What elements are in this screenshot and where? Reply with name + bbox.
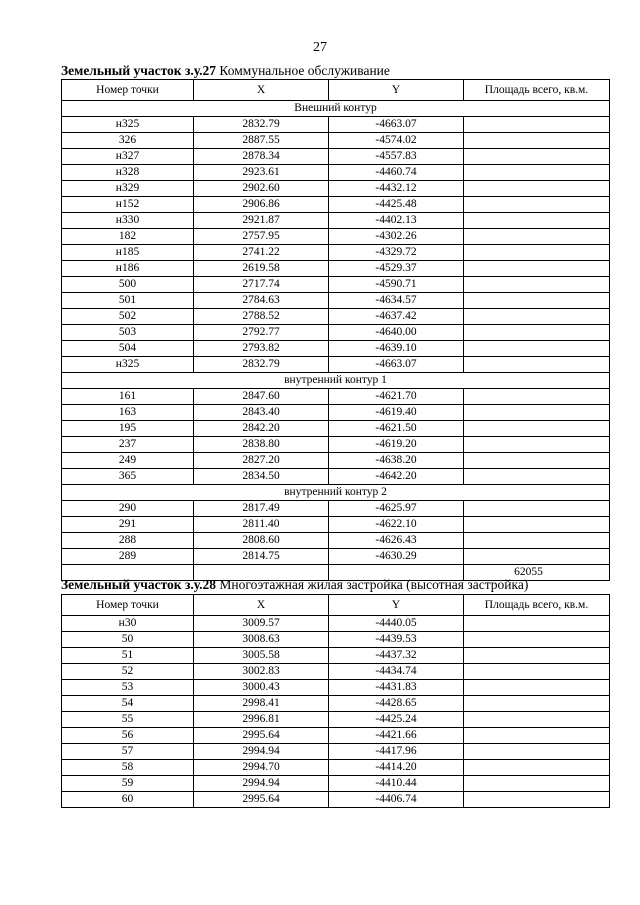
- y-coordinate-cell: -4663.07: [329, 357, 464, 373]
- y-coordinate-cell: -4619.20: [329, 437, 464, 453]
- header-point-number: Номер точки: [62, 80, 194, 101]
- table-row: [62, 760, 610, 776]
- y-coordinate-cell: -4574.02: [329, 133, 464, 149]
- parcel-28-table: [61, 594, 610, 808]
- table-row: [62, 149, 610, 165]
- area-cell: [464, 261, 610, 277]
- point-number-cell: н152: [62, 197, 194, 213]
- point-number-cell: н329: [62, 181, 194, 197]
- table-row: [62, 648, 610, 664]
- area-cell: [464, 760, 610, 776]
- x-coordinate-cell: 3000.43: [194, 680, 329, 696]
- y-coordinate-cell: -4434.74: [329, 664, 464, 680]
- y-coordinate-cell: -4432.12: [329, 181, 464, 197]
- point-number-cell: 504: [62, 341, 194, 357]
- y-coordinate-cell: -4638.20: [329, 453, 464, 469]
- area-cell: [464, 632, 610, 648]
- table-row: [62, 632, 610, 648]
- x-coordinate-cell: 2619.58: [194, 261, 329, 277]
- header-area: Площадь всего, кв.м.: [464, 595, 610, 616]
- y-coordinate-cell: -4590.71: [329, 277, 464, 293]
- point-number-cell: 161: [62, 389, 194, 405]
- table-row: [62, 309, 610, 325]
- area-cell: [464, 501, 610, 517]
- parcel-28-title-bold: Земельный участок з.у.28: [61, 577, 217, 592]
- table-row: [62, 133, 610, 149]
- header-y: Y: [329, 80, 464, 101]
- x-coordinate-cell: 2811.40: [194, 517, 329, 533]
- point-number-cell: 51: [62, 648, 194, 664]
- area-cell: [464, 341, 610, 357]
- x-coordinate-cell: 2832.79: [194, 117, 329, 133]
- point-number-cell: 290: [62, 501, 194, 517]
- table-row: [62, 728, 610, 744]
- parcel-27-title: [61, 63, 390, 79]
- table-row: [62, 549, 610, 565]
- area-cell: [464, 197, 610, 213]
- area-cell: [464, 453, 610, 469]
- contour-label: внутренний контур 2: [62, 485, 610, 501]
- point-number-cell: 503: [62, 325, 194, 341]
- header-area: Площадь всего, кв.м.: [464, 80, 610, 101]
- area-cell: [464, 309, 610, 325]
- contour-row: [62, 373, 610, 389]
- area-cell: [464, 696, 610, 712]
- y-coordinate-cell: -4402.13: [329, 213, 464, 229]
- x-coordinate-cell: 2832.79: [194, 357, 329, 373]
- table-row: [62, 680, 610, 696]
- x-coordinate-cell: 2878.34: [194, 149, 329, 165]
- x-coordinate-cell: 3005.58: [194, 648, 329, 664]
- y-coordinate-cell: -4417.96: [329, 744, 464, 760]
- table-row: [62, 744, 610, 760]
- table-row: [62, 389, 610, 405]
- point-number-cell: 57: [62, 744, 194, 760]
- point-number-cell: н186: [62, 261, 194, 277]
- point-number-cell: н325: [62, 357, 194, 373]
- x-coordinate-cell: 2843.40: [194, 405, 329, 421]
- point-number-cell: 56: [62, 728, 194, 744]
- y-coordinate-cell: -4621.50: [329, 421, 464, 437]
- table-row: [62, 325, 610, 341]
- x-coordinate-cell: 3009.57: [194, 616, 329, 632]
- x-coordinate-cell: 2834.50: [194, 469, 329, 485]
- table-row: [62, 792, 610, 808]
- area-cell: [464, 293, 610, 309]
- table-row: [62, 197, 610, 213]
- point-number-cell: 54: [62, 696, 194, 712]
- y-coordinate-cell: -4440.05: [329, 616, 464, 632]
- point-number-cell: 502: [62, 309, 194, 325]
- table-row: [62, 696, 610, 712]
- x-coordinate-cell: 2741.22: [194, 245, 329, 261]
- point-number-cell: 60: [62, 792, 194, 808]
- x-coordinate-cell: 2847.60: [194, 389, 329, 405]
- point-number-cell: 52: [62, 664, 194, 680]
- point-number-cell: 195: [62, 421, 194, 437]
- point-number-cell: 163: [62, 405, 194, 421]
- x-coordinate-cell: 2814.75: [194, 549, 329, 565]
- y-coordinate-cell: -4529.37: [329, 261, 464, 277]
- point-number-cell: 289: [62, 549, 194, 565]
- x-coordinate-cell: 2998.41: [194, 696, 329, 712]
- table-row: [62, 776, 610, 792]
- table-row: [62, 453, 610, 469]
- y-coordinate-cell: -4630.29: [329, 549, 464, 565]
- y-coordinate-cell: -4640.00: [329, 325, 464, 341]
- x-coordinate-cell: 2808.60: [194, 533, 329, 549]
- point-number-cell: 182: [62, 229, 194, 245]
- table-row: [62, 293, 610, 309]
- area-cell: [464, 728, 610, 744]
- x-coordinate-cell: 2842.20: [194, 421, 329, 437]
- table-row: [62, 229, 610, 245]
- y-coordinate-cell: -4406.74: [329, 792, 464, 808]
- total-area-value: 62055: [464, 565, 610, 581]
- point-number-cell: 50: [62, 632, 194, 648]
- table-row: [62, 357, 610, 373]
- y-coordinate-cell: -4302.26: [329, 229, 464, 245]
- y-coordinate-cell: -4460.74: [329, 165, 464, 181]
- x-coordinate-cell: 3002.83: [194, 664, 329, 680]
- area-cell: [464, 165, 610, 181]
- point-number-cell: 53: [62, 680, 194, 696]
- point-number-cell: 326: [62, 133, 194, 149]
- point-number-cell: 55: [62, 712, 194, 728]
- area-cell: [464, 405, 610, 421]
- point-number-cell: 365: [62, 469, 194, 485]
- table-row: [62, 277, 610, 293]
- y-coordinate-cell: -4428.65: [329, 696, 464, 712]
- x-coordinate-cell: 2817.49: [194, 501, 329, 517]
- area-cell: [464, 744, 610, 760]
- y-coordinate-cell: -4663.07: [329, 117, 464, 133]
- y-coordinate-cell: -4642.20: [329, 469, 464, 485]
- y-coordinate-cell: -4425.24: [329, 712, 464, 728]
- table-row: [62, 261, 610, 277]
- x-coordinate-cell: 2921.87: [194, 213, 329, 229]
- area-cell: [464, 776, 610, 792]
- y-coordinate-cell: -4421.66: [329, 728, 464, 744]
- y-coordinate-cell: -4625.97: [329, 501, 464, 517]
- parcel-27-title-bold: Земельный участок з.у.27: [61, 63, 217, 78]
- x-coordinate-cell: 2784.63: [194, 293, 329, 309]
- point-number-cell: 59: [62, 776, 194, 792]
- header-y: Y: [329, 595, 464, 616]
- y-coordinate-cell: -4425.48: [329, 197, 464, 213]
- table-row: [62, 165, 610, 181]
- y-coordinate-cell: -4637.42: [329, 309, 464, 325]
- point-number-cell: 237: [62, 437, 194, 453]
- parcel-28-title-rest: Многоэтажная жилая застройка (высотная застройка): [216, 577, 529, 592]
- x-coordinate-cell: 2994.94: [194, 776, 329, 792]
- point-number-cell: н328: [62, 165, 194, 181]
- point-number-cell: 501: [62, 293, 194, 309]
- area-cell: [464, 648, 610, 664]
- table-row: [62, 469, 610, 485]
- y-coordinate-cell: -4621.70: [329, 389, 464, 405]
- point-number-cell: 249: [62, 453, 194, 469]
- y-coordinate-cell: -4557.83: [329, 149, 464, 165]
- y-coordinate-cell: -4414.20: [329, 760, 464, 776]
- point-number-cell: н327: [62, 149, 194, 165]
- area-cell: [464, 792, 610, 808]
- parcel-28-header-row: [62, 595, 610, 616]
- x-coordinate-cell: 2902.60: [194, 181, 329, 197]
- header-point-number: Номер точки: [62, 595, 194, 616]
- x-coordinate-cell: 2717.74: [194, 277, 329, 293]
- x-coordinate-cell: 2788.52: [194, 309, 329, 325]
- area-cell: [464, 421, 610, 437]
- table-row: [62, 213, 610, 229]
- point-number-cell: н30: [62, 616, 194, 632]
- y-coordinate-cell: -4410.44: [329, 776, 464, 792]
- y-coordinate-cell: -4634.57: [329, 293, 464, 309]
- x-coordinate-cell: 2792.77: [194, 325, 329, 341]
- table-row: [62, 117, 610, 133]
- contour-label: Внешний контур: [62, 101, 610, 117]
- area-cell: [464, 245, 610, 261]
- contour-row: [62, 101, 610, 117]
- point-number-cell: н185: [62, 245, 194, 261]
- x-coordinate-cell: 2994.70: [194, 760, 329, 776]
- y-coordinate-cell: -4439.53: [329, 632, 464, 648]
- area-cell: [464, 133, 610, 149]
- x-coordinate-cell: 2793.82: [194, 341, 329, 357]
- area-cell: [464, 229, 610, 245]
- x-coordinate-cell: 2887.55: [194, 133, 329, 149]
- x-coordinate-cell: 3008.63: [194, 632, 329, 648]
- header-x: X: [194, 595, 329, 616]
- x-coordinate-cell: 2995.64: [194, 792, 329, 808]
- point-number-cell: 288: [62, 533, 194, 549]
- y-coordinate-cell: -4639.10: [329, 341, 464, 357]
- y-coordinate-cell: -4626.43: [329, 533, 464, 549]
- area-cell: [464, 357, 610, 373]
- table-row: [62, 517, 610, 533]
- y-coordinate-cell: -4619.40: [329, 405, 464, 421]
- point-number-cell: н330: [62, 213, 194, 229]
- area-cell: [464, 533, 610, 549]
- area-cell: [464, 712, 610, 728]
- area-cell: [464, 517, 610, 533]
- table-row: [62, 437, 610, 453]
- x-coordinate-cell: 2838.80: [194, 437, 329, 453]
- table-row: [62, 616, 610, 632]
- contour-row: [62, 485, 610, 501]
- contour-label: внутренний контур 1: [62, 373, 610, 389]
- table-row: [62, 533, 610, 549]
- area-cell: [464, 437, 610, 453]
- x-coordinate-cell: 2827.20: [194, 453, 329, 469]
- parcel-28-title: [61, 577, 528, 593]
- y-coordinate-cell: -4622.10: [329, 517, 464, 533]
- area-cell: [464, 664, 610, 680]
- parcel-27-title-rest: Коммунальное обслуживание: [216, 63, 390, 78]
- point-number-cell: 58: [62, 760, 194, 776]
- area-cell: [464, 117, 610, 133]
- area-cell: [464, 549, 610, 565]
- area-cell: [464, 213, 610, 229]
- point-number-cell: н325: [62, 117, 194, 133]
- table-row: [62, 712, 610, 728]
- area-cell: [464, 325, 610, 341]
- table-row: [62, 181, 610, 197]
- x-coordinate-cell: 2994.94: [194, 744, 329, 760]
- area-cell: [464, 277, 610, 293]
- table-row: [62, 664, 610, 680]
- area-cell: [464, 149, 610, 165]
- table-row: [62, 501, 610, 517]
- y-coordinate-cell: -4437.32: [329, 648, 464, 664]
- x-coordinate-cell: 2996.81: [194, 712, 329, 728]
- x-coordinate-cell: 2923.61: [194, 165, 329, 181]
- page-number: 27: [313, 40, 327, 55]
- area-cell: [464, 469, 610, 485]
- area-cell: [464, 680, 610, 696]
- area-cell: [464, 389, 610, 405]
- table-row: [62, 245, 610, 261]
- y-coordinate-cell: -4431.83: [329, 680, 464, 696]
- table-row: [62, 421, 610, 437]
- parcel-27-header-row: [62, 80, 610, 101]
- point-number-cell: 500: [62, 277, 194, 293]
- x-coordinate-cell: 2906.86: [194, 197, 329, 213]
- header-x: X: [194, 80, 329, 101]
- point-number-cell: 291: [62, 517, 194, 533]
- area-cell: [464, 616, 610, 632]
- x-coordinate-cell: 2995.64: [194, 728, 329, 744]
- table-row: [62, 341, 610, 357]
- area-cell: [464, 181, 610, 197]
- parcel-27-table: [61, 79, 610, 581]
- x-coordinate-cell: 2757.95: [194, 229, 329, 245]
- y-coordinate-cell: -4329.72: [329, 245, 464, 261]
- table-row: [62, 405, 610, 421]
